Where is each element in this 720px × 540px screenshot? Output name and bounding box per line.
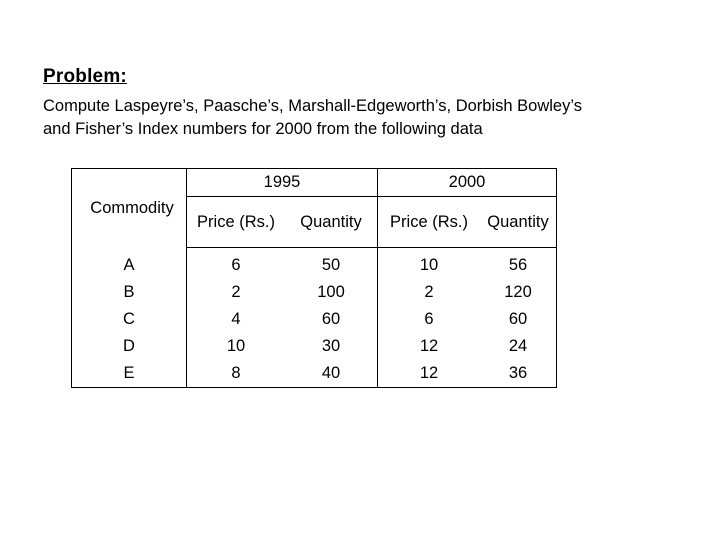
price-1995-header: Price (Rs.) — [187, 197, 286, 248]
table-row — [72, 360, 557, 388]
quantity-2000-cell: 56 — [480, 248, 557, 280]
table-row — [72, 279, 557, 306]
problem-statement-line-2: and Fisher’s Index numbers for 2000 from the following data — [43, 120, 483, 138]
quantity-1995-header: Quantity — [285, 197, 378, 248]
price-2000-cell: 12 — [378, 333, 481, 360]
table-year-header-row — [72, 169, 557, 197]
price-quantity-table — [71, 168, 557, 388]
quantity-2000-cell: 36 — [480, 360, 557, 388]
quantity-2000-cell: 60 — [480, 306, 557, 333]
problem-statement — [43, 95, 683, 141]
price-2000-header: Price (Rs.) — [378, 197, 481, 248]
quantity-2000-cell: 120 — [480, 279, 557, 306]
quantity-2000-cell: 24 — [480, 333, 557, 360]
commodity-cell: B — [72, 279, 187, 306]
price-1995-cell: 6 — [187, 248, 286, 280]
quantity-1995-cell: 50 — [285, 248, 378, 280]
commodity-cell: E — [72, 360, 187, 388]
table-row — [72, 333, 557, 360]
table-row — [72, 306, 557, 333]
problem-statement-line-1: Compute Laspeyre’s, Paasche’s, Marshall-Edgeworth’s, Dorbish Bowley’s — [43, 97, 582, 115]
quantity-1995-cell: 100 — [285, 279, 378, 306]
quantity-1995-cell: 60 — [285, 306, 378, 333]
price-2000-cell: 12 — [378, 360, 481, 388]
price-2000-cell: 10 — [378, 248, 481, 280]
commodity-cell: A — [72, 248, 187, 280]
commodity-cell: D — [72, 333, 187, 360]
price-1995-cell: 10 — [187, 333, 286, 360]
commodity-cell: C — [72, 306, 187, 333]
price-1995-cell: 4 — [187, 306, 286, 333]
commodity-header: Commodity — [72, 169, 187, 248]
quantity-1995-cell: 30 — [285, 333, 378, 360]
quantity-1995-cell: 40 — [285, 360, 378, 388]
year-1995-header: 1995 — [187, 169, 378, 197]
price-1995-cell: 8 — [187, 360, 286, 388]
problem-title: Problem: — [43, 66, 127, 87]
year-2000-header: 2000 — [378, 169, 557, 197]
table-row — [72, 248, 557, 280]
quantity-2000-header: Quantity — [480, 197, 557, 248]
price-2000-cell: 2 — [378, 279, 481, 306]
price-2000-cell: 6 — [378, 306, 481, 333]
price-1995-cell: 2 — [187, 279, 286, 306]
